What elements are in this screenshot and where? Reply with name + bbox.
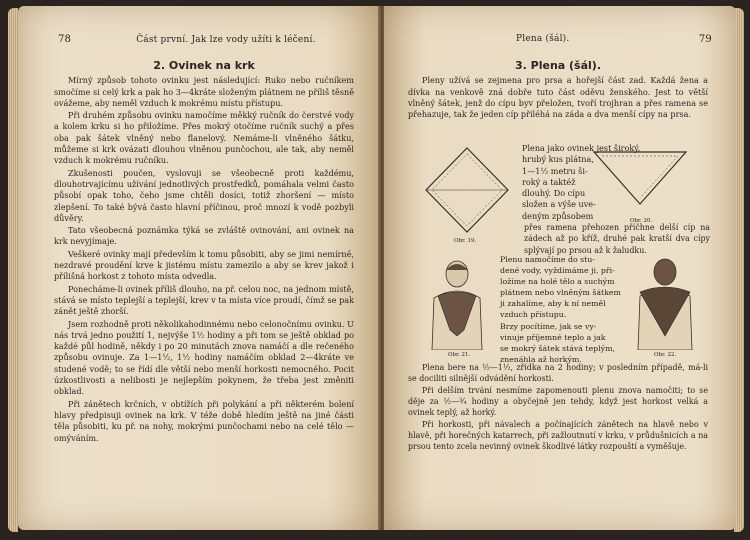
paragraph: Tato všeobecná poznámka týká se zvláště ovinování, ani ovinek na krk nevyjímaje. (54, 225, 354, 247)
paragraph: Mírný způsob tohoto ovinku jest následující: Ruko nebo ručníkem smočíme si celý krk a pak ho 3—4kráte složeným plátnem ne příliš těsně ovážeme, aby neměl vzduch k mokrému místu přístupu. (54, 75, 354, 108)
right-running-title: Plena (šál). (516, 34, 570, 44)
text-line: ji zahalíme, aby k ní neměl (500, 299, 606, 309)
paragraph: Při horkosti, při návalech a počínajících zánětech na hlavě nebo v hlavě, při horečných katarrech, při zažloutnutí v krku, v průdušnicích a na prsou tento zcela nevinný ovinek škodlivé látky rozpouští a vyměšuje. (408, 420, 708, 451)
right-page (384, 6, 736, 530)
left-running-title: Část první. Jak lze vody užíti k léčení. (136, 35, 316, 45)
text-line: znenáhla až horkým. (500, 354, 582, 364)
figure-label: Obr. 20. (630, 218, 653, 224)
figure-label: Obr. 19. (454, 238, 477, 244)
figure-folded-cloth-square (422, 144, 512, 236)
paragraph: přes ramena přehozen příčhne delší cíp na zádech až po kříž, druhé pak kratší dva cípy splývají po prsou až k žaludku. (524, 223, 710, 255)
text-line: roký a taktéž (522, 176, 576, 187)
text-line: dené vody, vyždímáme ji, při- (500, 266, 615, 276)
left-running-head (58, 34, 364, 45)
text-line: vzduch přístupu. (500, 310, 567, 320)
right-running-head (516, 34, 712, 44)
page-edges-left (8, 8, 18, 532)
text-line: Plena jako ovinek jest široký, (522, 143, 641, 153)
section-heading-plena: 3. Plena (šál). (514, 59, 601, 72)
figure-folded-cloth-triangle (590, 148, 690, 208)
right-page-body-lower (408, 362, 708, 453)
text-line: hrubý kus plátna, (522, 154, 594, 165)
paragraph: Veškeré ovinky mají především k tomu působiti, aby se jimi nemírné, nezdravé proudění krve k jistému místu zamezilo a aby se krev jakož i přílišná horkost z tohoto místa odvedla. (54, 248, 354, 282)
paragraph: Při zánětech krčních, v obtížích při polykání a při některém bolení hlavy předpisuji ovinek na krk. V téže době hledím ještě na jiné části těla působiti, ku př. na nohy, mokrými punčochami nebo na celé tělo — omýváním. (54, 398, 354, 443)
left-page-number: 78 (58, 34, 72, 45)
left-page-body (54, 60, 354, 445)
text-line: se mokrý šátek stává teplým, (500, 343, 615, 353)
figure-woman-wearing-shawl-back (630, 256, 700, 350)
text-line: Brzy pocítíme, jak se vy- (500, 321, 597, 331)
text-line: dlouhý. Do cípu (522, 188, 586, 199)
figure-woman-wearing-shawl-front (424, 258, 490, 350)
paragraph: Při druhém způsobu ovinku namočíme měkký ručník do čerstvé vody a kolem krku si ho přiložíme. Přes mokrý otočíme ručník suchý a přes oba pak šátek vlněný nebo flanelový. Nemáme-li vlněného šátku, můžeme si krk ovázati dlouhou vlněnou punčochou, ale tak, aby neměl vzduch k mokrému ručníku. (54, 110, 354, 166)
text-line: složen a výše uve- (522, 199, 596, 210)
open-book (8, 6, 744, 534)
paragraph: Ponecháme-li ovinek příliš dlouho, na př. celou noc, na jednom místě, stává se místo teplejší a teplejší, krev v ta místa více proudí, čímž se pak zánět ještě zhorší. (54, 283, 354, 317)
right-page-intro (408, 60, 708, 121)
paragraph: Při delším trvání nesmíme zapomenouti plenu znova namočiti; to se děje za ½—¾ hodiny a obyčejně jen tehdy, když jest horkost velká a ovinek teplý, až horký. (408, 386, 708, 417)
text-beside-women (500, 254, 621, 365)
figure-label: Obr. 22. (654, 352, 677, 358)
text-line: plátnem nebo vlněným šátkem (500, 288, 621, 298)
section-heading-ovinek: 2. Ovinek na krk (153, 59, 255, 72)
text-line: ložíme na holé tělo a suchým (500, 277, 615, 287)
text-line: vinuje příjemné teplo a jak (500, 332, 606, 342)
paragraph: Pleny užívá se zejmena pro prsa a hořejší část zad. Každá žena a dívka na venkově zná dobře tuto část oděvu ženského. Jest to větší vlněný šátek, jenž do cípu byv přeložen, tvoří trojhran a přes ramena se přehazuje, tak že jeden cíp přiléhá na záda a dva menší cípy na prsa. (408, 75, 708, 120)
paragraph: Zkušenosti poučen, vyslovuji se všeobecně proti každému, dlouhotrvajícímu užívání jednotlivých prostředků, pomáhala velmi často působí opak toho, čeho jsme chtěli dosíci, totiž zhoršení — místo zlepšení. To také bývá často hlavní příčinou, proč mnozí k vodě pozbyli důvěry. (54, 167, 354, 223)
figure-label: Obr. 21. (448, 352, 471, 358)
right-page-number: 79 (698, 34, 712, 45)
text-line: Plenu namočíme do stu- (500, 255, 595, 264)
paragraph: Plena bere na ½—1½, zřídka na 2 hodiny; v posledním případě, má-li se dociliti silnější odvádění horkosti. (408, 363, 708, 383)
paragraph: Jsem rozhodně proti několikahodinnému nebo celonočnímu ovinku. U nás trvá jedno použití 1, nejvýše 1½ hodiny a při tom se ještě obklad po každé půl hodině, někdy i po 20 minutách znova namáčí a dle rečeného způsobu ovinuje. Za 1—1½, 1½ hodiny namáčím obklad 2—4kráte ve studené vodě; to se řídí dle větší nebo menší horkosti nemocného. Pocit úzkostlivosti a nelibosti je nejlepším pokynem, že třeba jest změniti obklad. (54, 318, 354, 397)
left-page (18, 6, 380, 530)
text-line: 1—1½ metru ši- (522, 165, 588, 176)
text-after-figures (524, 222, 710, 257)
text-line: deným způsobem (522, 210, 594, 221)
